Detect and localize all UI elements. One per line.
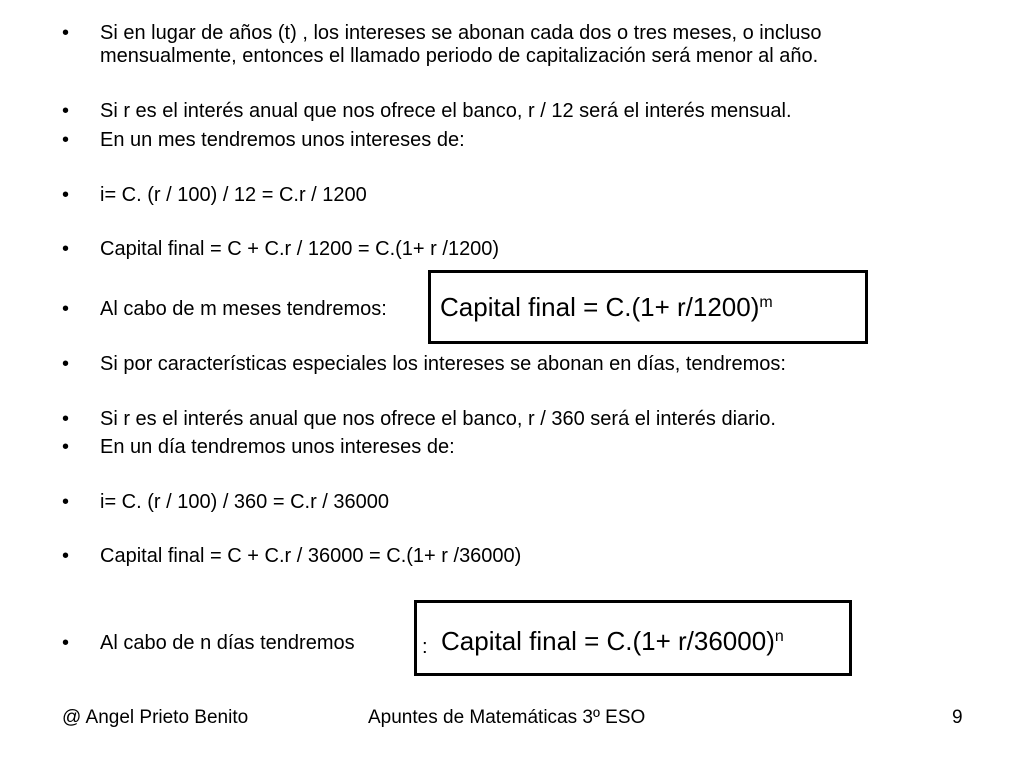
formula-colon: : xyxy=(422,636,428,658)
item-text: i= C. (r / 100) / 12 = C.r / 1200 xyxy=(100,184,367,206)
item-text: Al cabo de n días tendremos xyxy=(100,632,355,654)
item-text: Capital final = C + C.r / 36000 = C.(1+ r /36000) xyxy=(100,545,522,567)
page-number: 9 xyxy=(952,707,963,728)
bullet: • xyxy=(62,184,70,206)
item-text: En un día tendremos unos intereses de: xyxy=(100,436,455,458)
formula-capital-days xyxy=(441,626,784,656)
bullet: • xyxy=(62,353,70,375)
bullet: • xyxy=(62,129,70,151)
footer-author: @ Angel Prieto Benito xyxy=(62,707,249,728)
bullet: • xyxy=(62,408,70,430)
bullet: • xyxy=(62,632,70,654)
bullet: • xyxy=(62,22,70,44)
item-text: En un mes tendremos unos intereses de: xyxy=(100,129,465,151)
item-text: Al cabo de m meses tendremos: xyxy=(100,298,387,320)
item-text: Si r es el interés anual que nos ofrece el banco, r / 12 será el interés mensual. xyxy=(100,100,792,122)
bullet: • xyxy=(62,545,70,567)
item-text: i= C. (r / 100) / 360 = C.r / 36000 xyxy=(100,491,390,513)
item-text: Si r es el interés anual que nos ofrece el banco, r / 360 será el interés diario. xyxy=(100,408,776,430)
formula-exponent: m xyxy=(759,294,773,311)
bullet: • xyxy=(62,298,70,320)
item-text: Si en lugar de años (t) , los intereses se abonan cada dos o tres meses, o incluso mensualmente, entonces el llamado periodo de capitalización será menor al año. xyxy=(100,22,822,67)
formula-exponent: n xyxy=(774,628,784,645)
formula-capital-months xyxy=(440,292,773,322)
item-text: Capital final = C + C.r / 1200 = C.(1+ r /1200) xyxy=(100,238,500,260)
formula-base: Capital final = C.(1+ r/36000) xyxy=(441,626,775,656)
footer-title: Apuntes de Matemáticas 3º ESO xyxy=(368,707,646,728)
bullet: • xyxy=(62,436,70,458)
bullet: • xyxy=(62,491,70,513)
bullet: • xyxy=(62,100,70,122)
item-text: Si por características especiales los intereses se abonan en días, tendremos: xyxy=(100,353,786,375)
formula-base: Capital final = C.(1+ r/1200) xyxy=(440,292,760,322)
bullet: • xyxy=(62,238,70,260)
